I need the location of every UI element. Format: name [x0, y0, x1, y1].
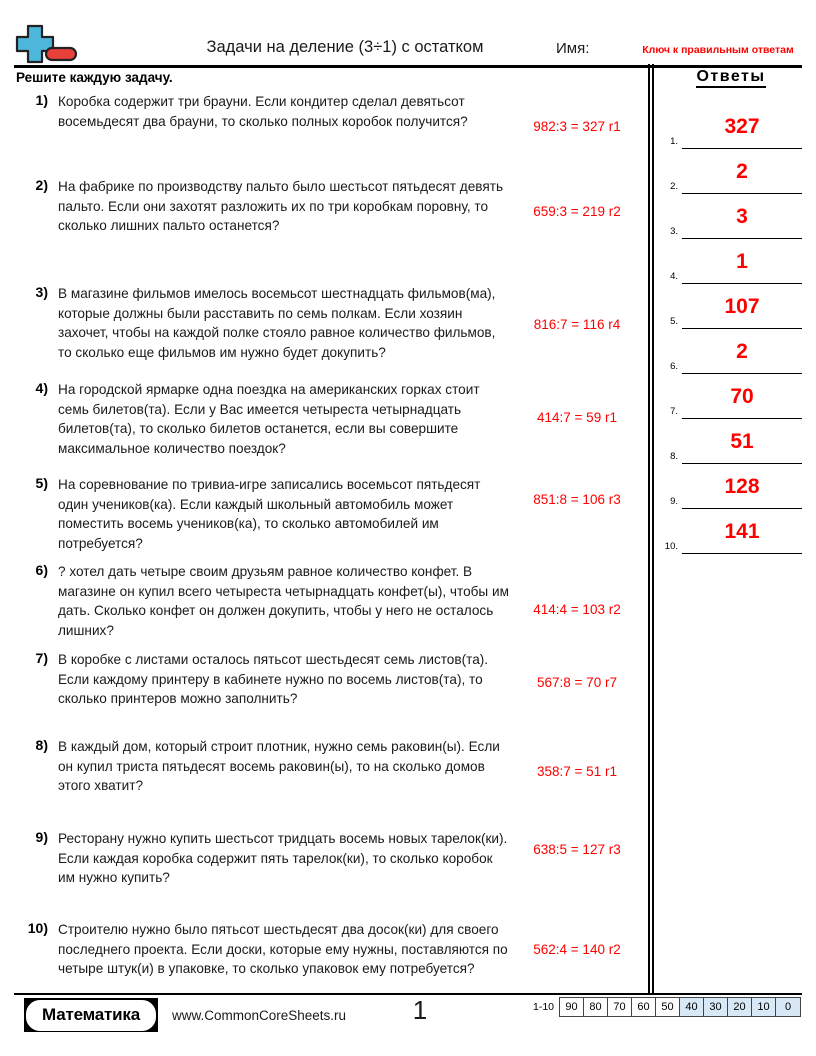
column-divider [648, 64, 654, 994]
problem-work-shown: 358:7 = 51 r1 [537, 764, 617, 779]
problem-work-shown: 851:8 = 106 r3 [533, 492, 621, 507]
grading-scale-cell: 70 [608, 998, 632, 1016]
grading-scale-cell: 20 [728, 998, 752, 1016]
problem-text: На городской ярмарке одна поездка на американских горках стоит семь билетов(та). Если у Вас имеется четыреста четырнадцать билетов(та), то сколько билетов останется, если вы совершите максимальное количество поездок? [58, 382, 480, 456]
answer-blank[interactable] [682, 517, 802, 554]
site-url: www.CommonCoreSheets.ru [172, 1008, 347, 1023]
problem-work-shown: 982:3 = 327 r1 [533, 119, 621, 134]
problem-text: Ресторану нужно купить шестьсот тридцать восемь новых тарелок(ки). Если каждая коробка содержит пять тарелок(ки), то сколько коробок им нужно купить? [58, 831, 508, 886]
grading-scale-cell: 30 [704, 998, 728, 1016]
brand-name: Математика [42, 1005, 140, 1024]
problem-item [14, 475, 640, 553]
answer-row [656, 239, 806, 284]
problem-item [14, 92, 640, 134]
answer-number: 9. [670, 496, 678, 507]
answer-value: 2 [736, 160, 748, 183]
answer-value: 2 [736, 340, 748, 363]
problem-number: 1) [35, 92, 48, 108]
instructions-text: Решите каждую задачу. [16, 70, 173, 85]
problem-text: Коробка содержит три брауни. Если кондитер сделал девятьсот восемьдесят два брауни, то сколько полных коробок получится? [58, 94, 468, 129]
page-title: Задачи на деление (3÷1) с остатком [206, 38, 484, 56]
problem-item [14, 284, 640, 362]
answer-row [656, 149, 806, 194]
problem-text: ? хотел дать четыре своим друзьям равное количество конфет. В магазине он купил всего четыреста четырнадцать конфет(ы), чтобы им дать. Сколько конфет он должен докупить, чтобы у него не осталось лишних? [58, 564, 509, 638]
grading-scale-cell: 50 [656, 998, 680, 1016]
answer-blank[interactable] [682, 337, 802, 374]
problem-work-shown: 562:4 = 140 r2 [533, 942, 621, 957]
answer-value: 3 [736, 205, 748, 228]
answer-value: 51 [730, 430, 754, 453]
grading-scale-cell: 0 [776, 998, 800, 1016]
problem-work-shown: 414:7 = 59 r1 [537, 410, 617, 425]
problem-item [14, 920, 640, 979]
grading-scale-cell: 90 [560, 998, 584, 1016]
answers-column-heading [656, 68, 806, 86]
problem-number: 9) [35, 829, 48, 845]
grading-scale-cells [559, 997, 801, 1017]
answer-value: 327 [724, 115, 760, 138]
problem-text: В каждый дом, который строит плотник, нужно семь раковин(ы). Если он купил триста пятьдесят восемь раковин(ы), то на сколько домов этого хватит? [58, 739, 500, 794]
grading-scale [533, 997, 801, 1017]
problem-item [14, 650, 640, 709]
answers-list [656, 104, 806, 554]
brand-logo [24, 998, 158, 1032]
grading-scale-cell: 10 [752, 998, 776, 1016]
grading-scale-cell: 40 [680, 998, 704, 1016]
grading-scale-cell: 80 [584, 998, 608, 1016]
problem-item [14, 829, 640, 888]
answer-row [656, 464, 806, 509]
problem-item [14, 737, 640, 796]
problem-number: 10) [27, 920, 48, 936]
answer-value: 141 [724, 520, 760, 543]
answer-value: 128 [724, 475, 760, 498]
answer-number: 10. [664, 541, 678, 552]
answer-blank[interactable] [682, 247, 802, 284]
problem-number: 5) [35, 475, 48, 491]
problem-work-shown: 567:8 = 70 r7 [537, 675, 617, 690]
answer-row [656, 194, 806, 239]
problem-number: 4) [35, 380, 48, 396]
answer-value: 107 [724, 295, 760, 318]
problem-number: 8) [35, 737, 48, 753]
plus-minus-logo-icon [14, 18, 98, 66]
answer-number: 1. [670, 136, 678, 147]
answer-number: 8. [670, 451, 678, 462]
grading-scale-cell: 60 [632, 998, 656, 1016]
answer-blank[interactable] [682, 112, 802, 149]
problem-item [14, 177, 640, 236]
problem-number: 3) [35, 284, 48, 300]
problem-text: На соревнование по тривиа-игре записались восемьсот пятьдесят один учеников(ка). Если каждый школьный автомобиль может поместить восемь учеников(ка), то сколько автомобилей им потребуется? [58, 477, 481, 551]
answer-row [656, 284, 806, 329]
problem-text: В магазине фильмов имелось восемьсот шестнадцать фильмов(ма), которые должны были расставить по семь полкам. Если хозяин захочет, чтобы на каждой полке стояло равное количество фильмов, то сколько еще фильмов им нужно будет докупить? [58, 286, 496, 360]
answer-value: 1 [736, 250, 748, 273]
problem-work-shown: 659:3 = 219 r2 [533, 204, 621, 219]
page-header [0, 0, 816, 66]
answer-value: 70 [730, 385, 754, 408]
page-number: 1 [412, 995, 428, 1025]
name-field-label: Имя: [556, 40, 590, 57]
answer-key-badge: Ключ к правильным ответам [642, 44, 794, 56]
answer-row [656, 329, 806, 374]
grading-scale-label: 1-10 [533, 1001, 555, 1013]
answer-blank[interactable] [682, 292, 802, 329]
answer-number: 2. [670, 181, 678, 192]
problem-text: На фабрике по производству пальто было шестьсот пятьдесят девять пальто. Если они захотят разложить их по три коробкам поровну, то сколько лишних пальто останется? [58, 179, 504, 234]
problem-text: В коробке с листами осталось пятьсот шестьдесят семь листов(та). Если каждому принтеру в кабинете нужно по восемь листов(та), то сколько принтеров можно заполнить? [58, 652, 489, 707]
answer-row [656, 509, 806, 554]
problem-work-shown: 638:5 = 127 r3 [533, 842, 621, 857]
answer-number: 6. [670, 361, 678, 372]
answer-blank[interactable] [682, 157, 802, 194]
problem-work-shown: 816:7 = 116 r4 [533, 317, 621, 332]
problem-number: 2) [35, 177, 48, 193]
answer-number: 4. [670, 271, 678, 282]
problem-number: 6) [35, 562, 48, 578]
problem-item [14, 562, 640, 640]
answer-blank[interactable] [682, 427, 802, 464]
answer-blank[interactable] [682, 472, 802, 509]
problem-number: 7) [35, 650, 48, 666]
problem-item [14, 380, 640, 458]
answer-row [656, 374, 806, 419]
answer-number: 7. [670, 406, 678, 417]
answer-number: 5. [670, 316, 678, 327]
problem-work-shown: 414:4 = 103 r2 [533, 602, 621, 617]
answer-row [656, 419, 806, 464]
answer-row [656, 104, 806, 149]
answers-heading-text: Ответы [696, 68, 765, 88]
answer-blank[interactable] [682, 202, 802, 239]
problem-text: Строителю нужно было пятьсот шестьдесят два досок(ки) для своего последнего проекта. Если доски, которые ему нужны, поставляются по четыре штук(и) в упаковке, то сколько упаковок ему потребуется? [58, 922, 508, 977]
answer-number: 3. [670, 226, 678, 237]
answer-blank[interactable] [682, 382, 802, 419]
